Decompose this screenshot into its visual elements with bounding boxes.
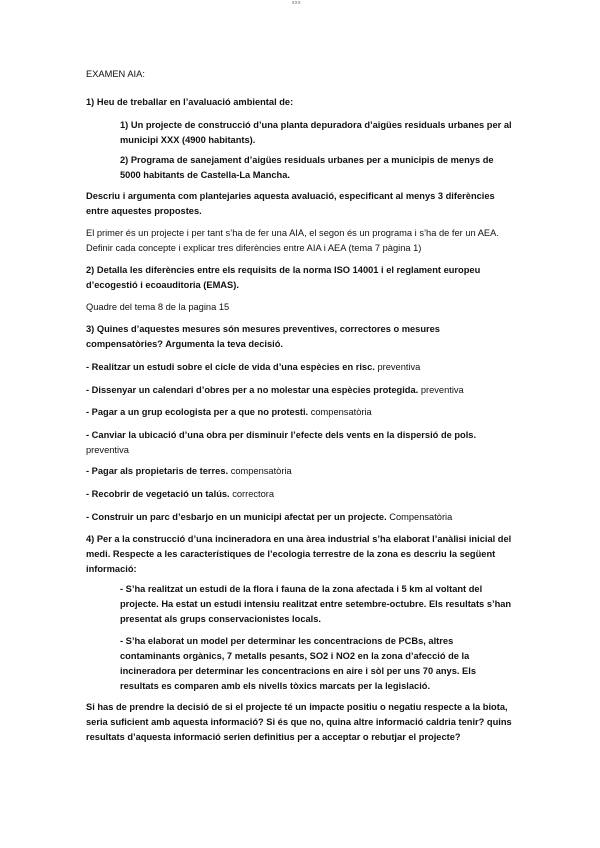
q3-item-text: - Canviar la ubicació d’una obra per disminuir l’efecte dels vents en la dispersió de pols.: [86, 430, 477, 440]
q3-item: [86, 487, 518, 502]
q3-item-text: - Pagar als propietaris de terres.: [86, 466, 229, 476]
q3-item-answer: compensatòria: [230, 466, 292, 476]
q1-option-2: 2) Programa de sanejament d’aigües residuals urbanes per a municipis de menys de 5000 habitants de Castella-La Mancha.: [120, 155, 494, 180]
q3-item-text: - Pagar a un grup ecologista per a que no protesti.: [86, 407, 309, 417]
q3-item: [86, 464, 518, 479]
q3-item: [86, 405, 518, 420]
q1-answer: El primer és un projecte i per tant s’ha de fer una AIA, el segon és un programa i s’ha de fer un AEA. Definir cada concepte i explicar tres diferències entre AIA i AEA (tema 7 pàgina 1): [86, 228, 499, 253]
q3-item-answer: compensatòria: [310, 407, 372, 417]
q3-item: [86, 360, 518, 375]
q3-item-answer: preventiva: [377, 362, 421, 372]
q3-heading: 3) Quines d’aquestes mesures són mesures preventives, correctores o mesures compensatòries? Argumenta la teva decisió.: [86, 324, 440, 349]
q4-question: Si has de prendre la decisió de si el projecte té un impacte positiu o negatiu respecte a la biota, seria suficient amb aquesta informació? Si és que no, quina altre informació caldria tenir? quins resultats d’aquesta informació serien definitius per a acceptar o rebutjar el projecte?: [86, 702, 512, 742]
q3-item-text: - Construir un parc d’esbarjo en un municipi afectat per un projecte.: [86, 512, 387, 522]
page-header-mark: xxx: [292, 0, 301, 6]
q3-item-answer: preventiva: [420, 385, 464, 395]
q3-item-text: - Realitzar un estudi sobre el cicle de vida d’una espècies en risc.: [86, 362, 375, 372]
q2-answer: Quadre del tema 8 de la pagina 15: [86, 302, 230, 312]
q1-instruction: Descriu i argumenta com plantejaries aquesta avaluació, especificant al menys 3 diferències entre aquestes propostes.: [86, 191, 495, 216]
q3-item: [86, 428, 518, 458]
q3-item-text: - Recobrir de vegetació un talús.: [86, 489, 230, 499]
q3-item-text: - Dissenyar un calendari d’obres per a no molestar una espècies protegida.: [86, 385, 419, 395]
q3-item: [86, 510, 518, 525]
q3-item-answer: correctora: [232, 489, 275, 499]
q4-info-2: - S’ha elaborat un model per determinar les concentracions de PCBs, altres contaminants orgànics, 7 metalls pesants, SO2 i NO2 en la zona d’afecció de la incineradora per determinar les concentracions en aire i sòl per uns 70 anys. Els resultats es comparen amb els nivells tòxics marcats per la legislació.: [120, 636, 477, 691]
q3-item: [86, 383, 518, 398]
q3-item-answer: Compensatòria: [389, 512, 453, 522]
q2-heading: 2) Detalla les diferències entre els requisits de la norma ISO 14001 i el reglament europeu d’ecogestió i ecoauditoria (EMAS).: [86, 265, 481, 290]
q4-info-1: - S’ha realitzat un estudi de la flora i fauna de la zona afectada i 5 km al voltant del projecte. Ha estat un estudi intensiu realitzat entre setembre-octubre. Els resultats s’han presentat als grups conservacionistes locals.: [120, 584, 512, 624]
q1-option-1: 1) Un projecte de construcció d’una planta depuradora d’aigües residuals urbanes per al municipi XXX (4900 habitants).: [120, 120, 512, 145]
q1-heading: 1) Heu de treballar en l’avaluació ambiental de:: [86, 97, 294, 107]
q4-heading: 4) Per a la construcció d’una incineradora en una àrea industrial s’ha elaborat l’anàlisi inicial del medi. Respecte a les característiques de l’ecologia terrestre de la zona es descriu la següent informació:: [86, 534, 512, 574]
q3-item-answer: preventiva: [86, 445, 129, 455]
exam-title: EXAMEN AIA:: [86, 69, 145, 79]
